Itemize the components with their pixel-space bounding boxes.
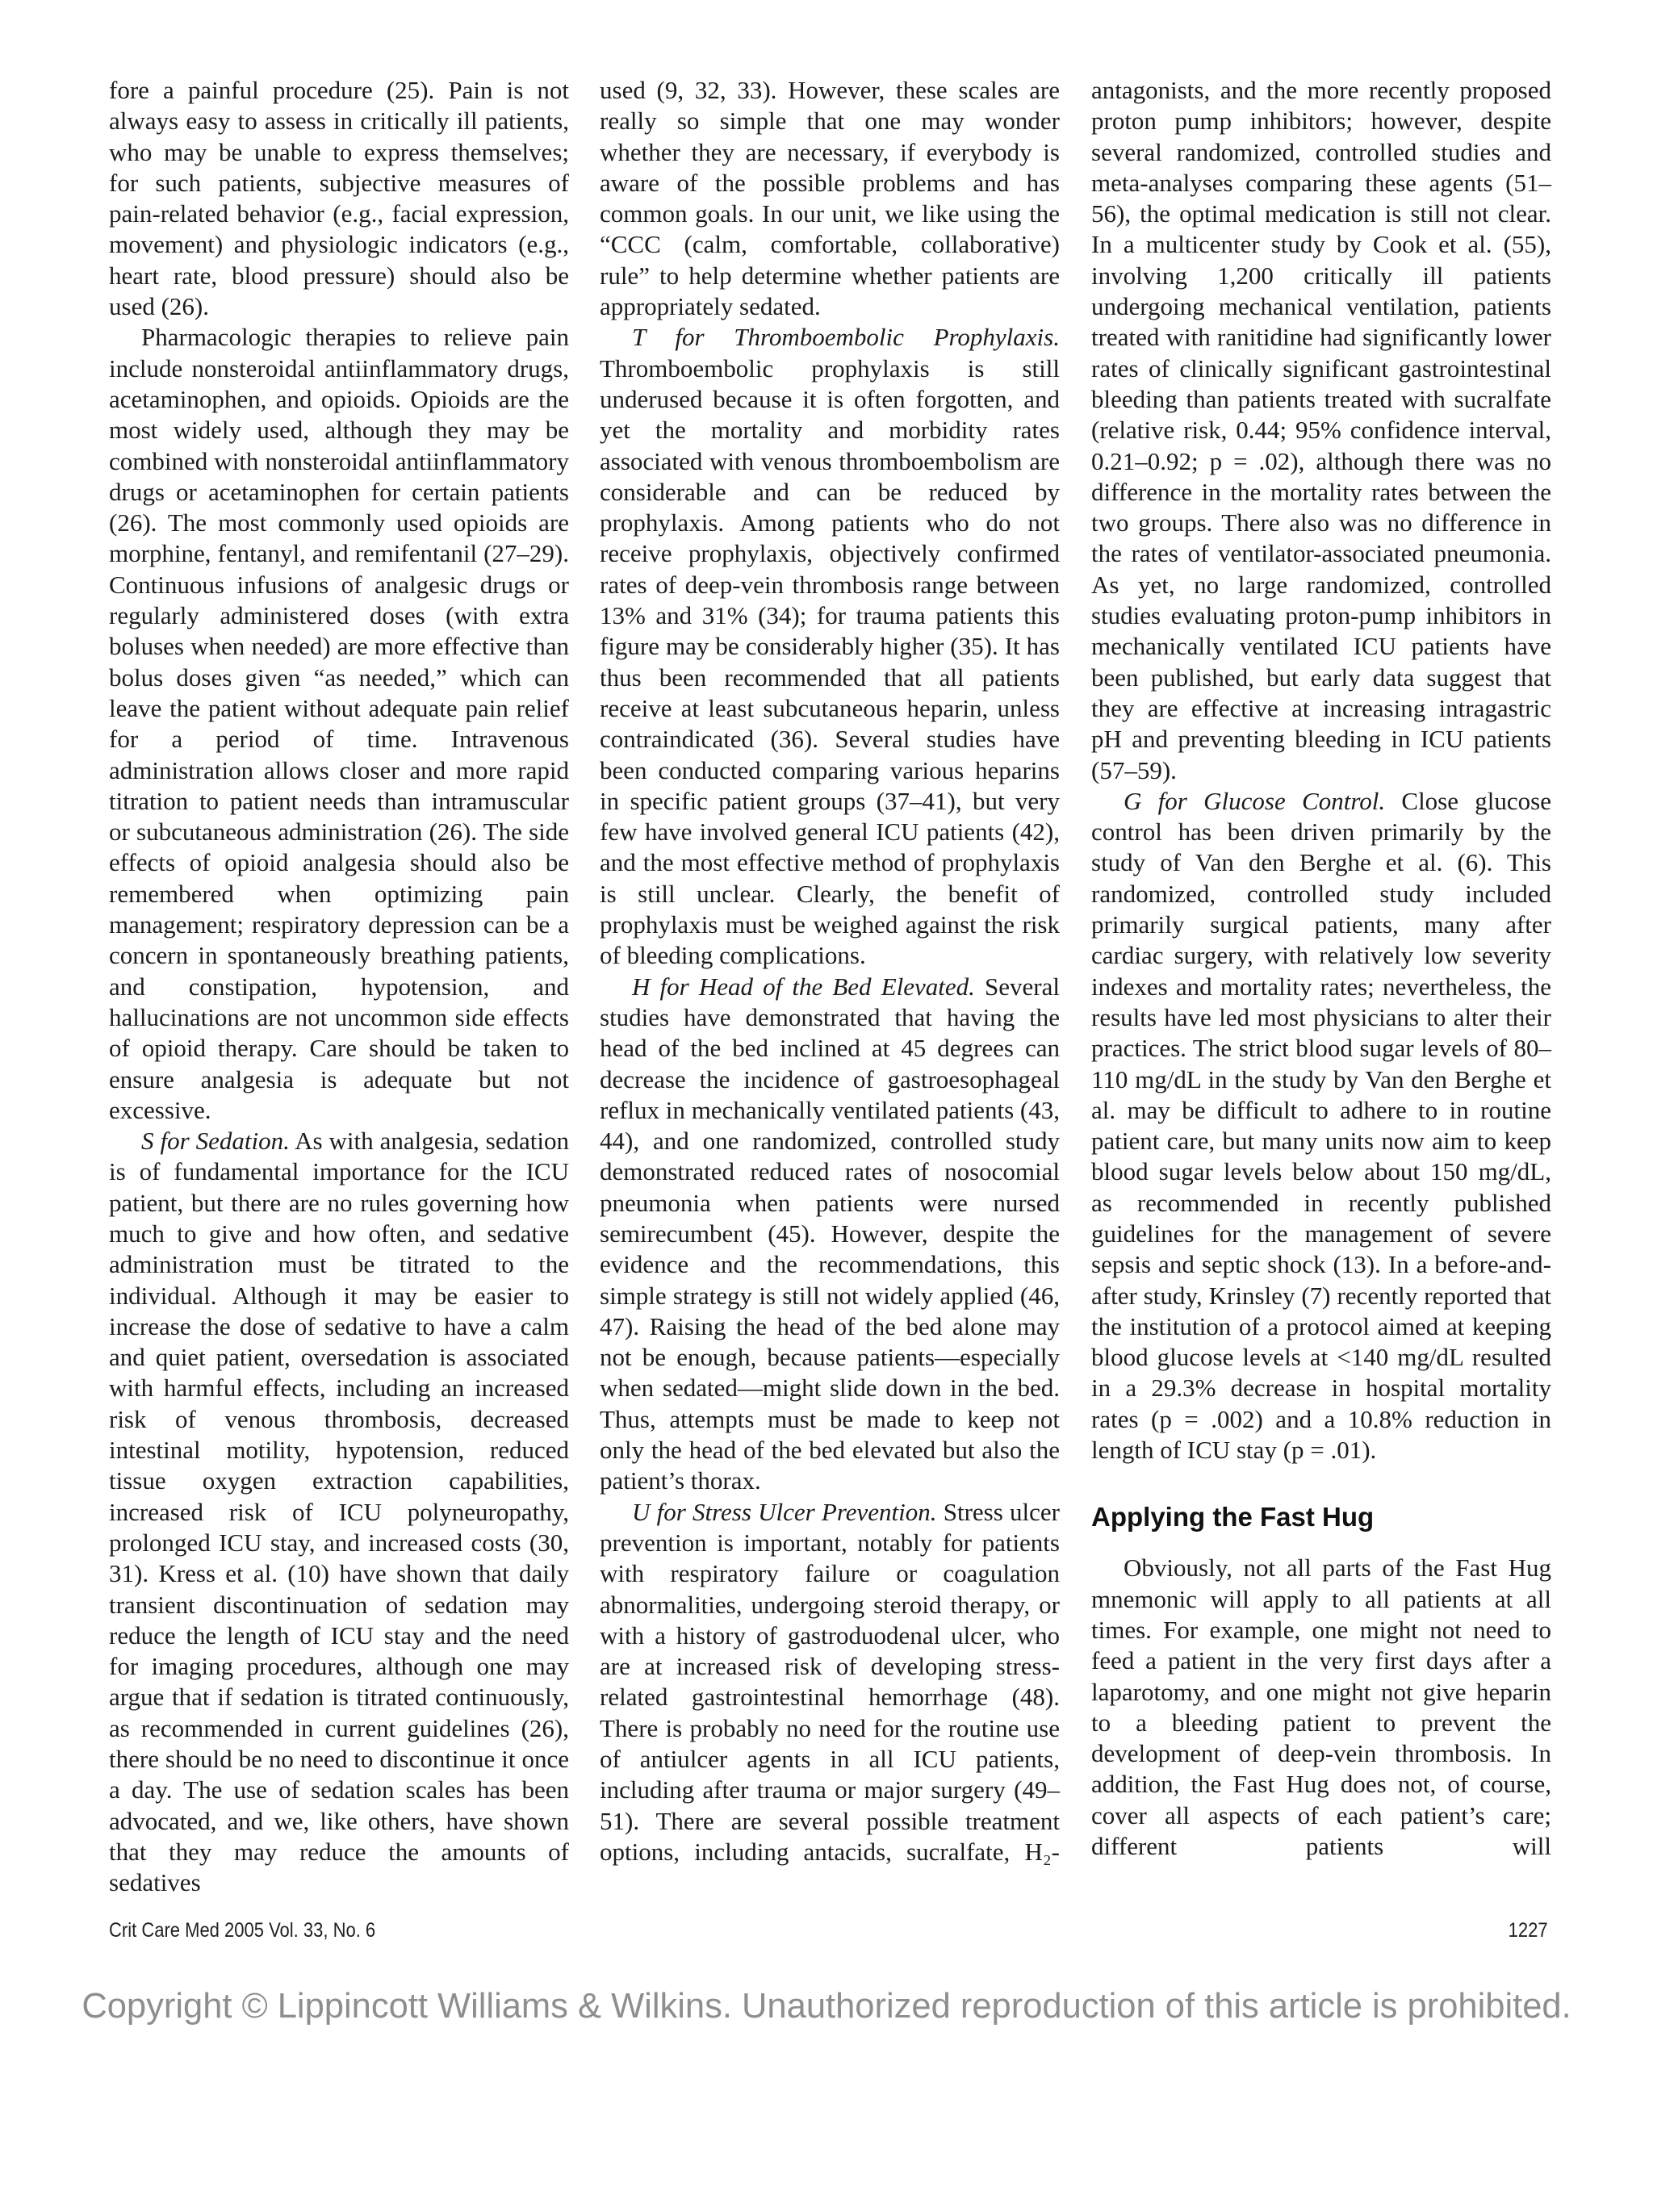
paragraph-text: Several studies have demonstrated that having the head of the bed inclined at 45 degrees can decrease the incidence of gastroesophageal reflux in mechanically ventilated patients (43, 44), and one randomized, controlled study demonstrated reduced rates of nosocomial pneumonia when patients were nursed semirecumbent (45). However, despite the evidence and the recommendations, this simple strategy is still not widely applied (46, 47). Raising the head of the bed alone may not be enough, because patients—especially when sedated—might slide down in the bed. Thus, attempts must be made to keep not only the head of the bed elevated but also the patient’s thorax. <box>600 972 1060 1495</box>
page-number: 1227 <box>1509 1919 1548 1942</box>
paragraph <box>600 322 1060 971</box>
paragraph-text: Stress ulcer prevention is important, notably for patients with respiratory failure or coagulation abnormalities, undergoing steroid therapy, or with a history of gastroduodenal ulcer, who are at increased risk of developing stress-related gastrointestinal hemorrhage (48). There is probably no need for the routine use of antiulcer agents in all ICU patients, including after trauma or major surgery (49–51). There are several possible treatment options, including antacids, sucralfate, H₂- <box>600 1497 1060 1866</box>
run-in-heading: U for Stress Ulcer Prevention. <box>632 1497 937 1526</box>
journal-citation: Crit Care Med 2005 Vol. 33, No. 6 <box>109 1919 376 1942</box>
paragraph: used (9, 32, 33). However, these scales are really so simple that one may wonder whether they are necessary, if everybody is aware of the possible problems and has common goals. In our unit, we like using the “CCC (calm, comfortable, collaborative) rule” to help determine whether patients are appropriately sedated. <box>600 76 1060 321</box>
paragraph <box>1091 786 1551 1466</box>
paragraph <box>109 1126 569 1898</box>
paragraph-text: Thromboembolic prophylaxis is still underused because it is often forgotten, and yet the mortality and morbidity rates associated with venous thromboembolism are considerable and can be reduced by prophylaxis. Among patients who do not receive prophylaxis, objectively confirmed rates of deep-vein thrombosis range between 13% and 31% (34); for trauma patients this figure may be considerably higher (35). It has thus been recommended that all patients receive at least subcutaneous heparin, unless contraindicated (36). Several studies have been conducted comparing various heparins in specific patient groups (37–41), but very few have involved general ICU patients (42), and the most effective method of prophylaxis is still unclear. Clearly, the benefit of prophylaxis must be weighed against the risk of bleeding complications. <box>600 353 1060 970</box>
paragraph: Obviously, not all parts of the Fast Hug mnemonic will apply to all patients at all times. For example, one might not need to feed a patient in the very first days after a laparotomy, and one might not give heparin to a bleeding patient to prevent the development of deep-vein thrombosis. In addition, the Fast Hug does not, of course, cover all aspects of each patient’s care; different patients will <box>1091 1553 1551 1861</box>
run-in-heading: H for Head of the Bed Elevated. <box>632 972 975 1001</box>
text-column-3 <box>1091 75 1551 1862</box>
text-column-1 <box>109 75 569 1899</box>
paragraph: Pharmacologic therapies to relieve pain include nonsteroidal antiinflammatory drugs, acetaminophen, and opioids. Opioids are the most widely used, although they may be combined with nonsteroidal antiinflammatory drugs or acetaminophen for certain patients (26). The most commonly used opioids are morphine, fentanyl, and remifentanil (27–29). Continuous infusions of analgesic drugs or regularly administered doses (with extra boluses when needed) are more effective than bolus doses given “as needed,” which can leave the patient without adequate pain relief for a period of time. Intravenous administration allows closer and more rapid titration to patient needs than intramuscular or subcutaneous administration (26). The side effects of opioid analgesia should also be remembered when optimizing pain management; respiratory depression can be a concern in spontaneously breathing patients, and constipation, hypotension, and hallucinations are not uncommon side effects of opioid therapy. Care should be taken to ensure analgesia is adequate but not excessive. <box>109 323 569 1124</box>
copyright-notice: Copyright © Lippincott Williams & Wilkins. Unauthorized reproduction of this article is prohibited. <box>82 1987 1571 2026</box>
paragraph-text: Close glucose control has been driven primarily by the study of Van den Berghe et al. (6). This randomized, controlled study included primarily surgical patients, many after cardiac surgery, with relatively low severity indexes and mortality rates; nevertheless, the results have led most physicians to alter their practices. The strict blood sugar levels of 80–110 mg/dL in the study by Van den Berghe et al. may be difficult to adhere to in routine patient care, but many units now aim to keep blood sugar levels below about 150 mg/dL, as recommended in recently published guidelines for the management of severe sepsis and septic shock (13). In a before-and-after study, Krinsley (7) recently reported that the institution of a protocol aimed at keeping blood glucose levels at <140 mg/dL resulted in a 29.3% decrease in hospital mortality rates (p = .002) and a 10.8% reduction in length of ICU stay (p = .01). <box>1091 786 1551 1465</box>
paragraph-text: As with analgesia, sedation is of fundamental importance for the ICU patient, but there are no rules governing how much to give and how often, and sedative administration must be titrated to the individual. Although it may be easier to increase the dose of sedative to have a calm and quiet patient, oversedation is associated with harmful effects, including an increased risk of venous thrombosis, decreased intestinal motility, hypotension, reduced tissue oxygen extraction capabilities, increased risk of ICU polyneuropathy, prolonged ICU stay, and increased costs (30, 31). Kress et al. (10) have shown that daily transient discontinuation of sedation may reduce the length of ICU stay and the need for imaging procedures, although one may argue that if sedation is titrated continuously, as recommended in current guidelines (26), there should be no need to discontinue it once a day. The use of sedation scales has been advocated, and we, like others, have shown that they may reduce the amounts of sedatives <box>109 1127 569 1897</box>
run-in-heading: G for Glucose Control. <box>1124 786 1386 815</box>
section-heading: Applying the Fast Hug <box>1091 1502 1375 1533</box>
paragraph <box>600 972 1060 1497</box>
paragraph: antagonists, and the more recently proposed proton pump inhibitors; however, despite several randomized, controlled studies and meta-analyses comparing these agents (51–56), the optimal medication is still not clear. In a multicenter study by Cook et al. (55), involving 1,200 critically ill patients undergoing mechanical ventilation, patients treated with ranitidine had significantly lower rates of clinically significant gastrointestinal bleeding than patients treated with sucralfate (relative risk, 0.44; 95% confidence interval, 0.21–0.92; p = .02), although there was no difference in the mortality rates between the two groups. There also was no difference in the rates of ventilator-associated pneumonia. As yet, no large randomized, controlled studies evaluating proton-pump inhibitors in mechanically ventilated ICU patients have been published, but early data suggest that they are effective at increasing intragastric pH and preventing bleeding in ICU patients (57–59). <box>1091 76 1551 784</box>
paragraph <box>600 1497 1060 1868</box>
text-column-2 <box>600 75 1060 1867</box>
paragraph: fore a painful procedure (25). Pain is not always easy to assess in critically ill patients, who may be unable to express themselves; for such patients, subjective measures of pain-related behavior (e.g., facial expression, movement) and physiologic indicators (e.g., heart rate, blood pressure) should also be used (26). <box>109 76 569 321</box>
run-in-heading: S for Sedation. <box>141 1127 290 1156</box>
run-in-heading: T for Thromboembolic Prophylaxis. <box>632 323 1060 352</box>
